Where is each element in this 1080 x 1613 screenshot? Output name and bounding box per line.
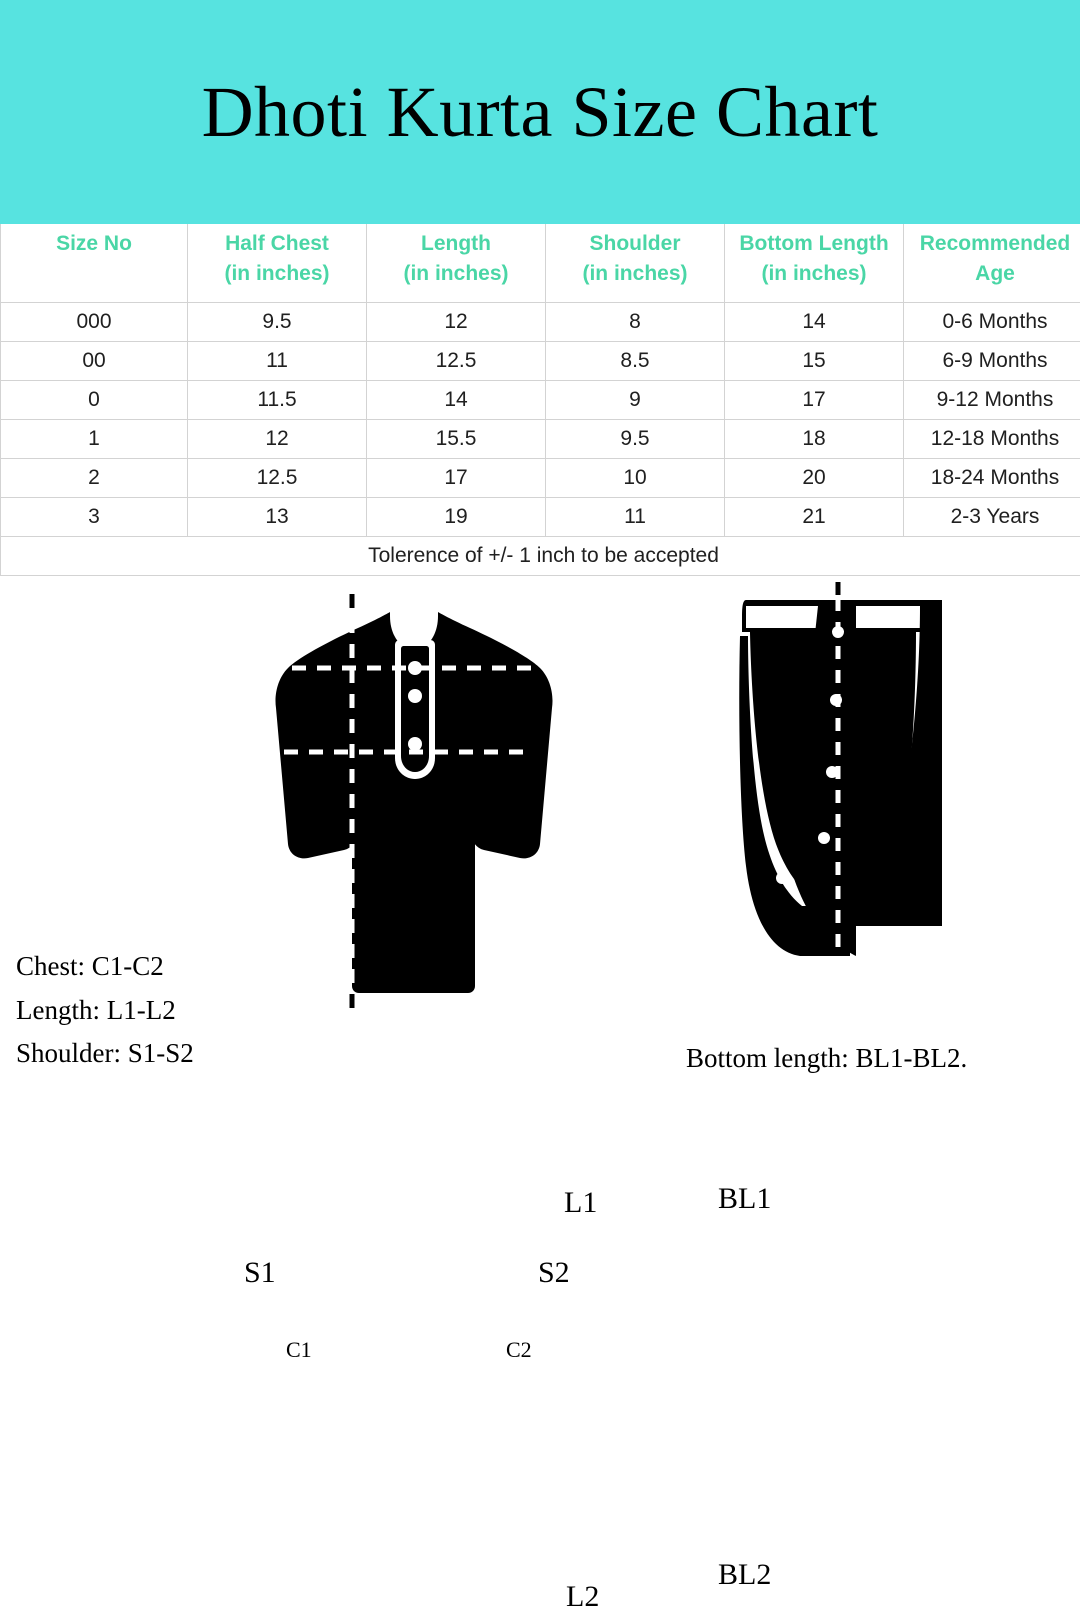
column-header-half-chest: Half Chest <box>188 224 367 260</box>
cell-half-chest: 12 <box>188 420 367 459</box>
table-header-row-secondary <box>1 260 1080 303</box>
table-row <box>1 420 1080 459</box>
cell-recommended-age: 0-6 Months <box>904 303 1080 342</box>
table-note-row <box>1 537 1080 576</box>
cell-bottom-length: 18 <box>725 420 904 459</box>
label-bl1: BL1 <box>718 1184 771 1214</box>
cell-bottom-length: 15 <box>725 342 904 381</box>
column-subheader-length: (in inches) <box>367 260 546 303</box>
column-header-recommended: Recommended <box>904 224 1080 260</box>
table-header-row-primary <box>1 224 1080 260</box>
table-header <box>1 224 1080 303</box>
column-subheader-age: Age <box>904 260 1080 303</box>
cell-recommended-age: 6-9 Months <box>904 342 1080 381</box>
column-header-size-no: Size No <box>1 224 188 260</box>
legend-shoulder: Shoulder: S1-S2 <box>16 1032 194 1076</box>
label-c2: C2 <box>506 1339 532 1361</box>
bottom-length-caption: Bottom length: BL1-BL2. <box>686 1043 967 1074</box>
cell-bottom-length: 17 <box>725 381 904 420</box>
cell-shoulder: 10 <box>546 459 725 498</box>
cell-recommended-age: 2-3 Years <box>904 498 1080 537</box>
column-header-length: Length <box>367 224 546 260</box>
cell-bottom-length: 21 <box>725 498 904 537</box>
header-banner <box>0 0 1080 224</box>
cell-recommended-age: 12-18 Months <box>904 420 1080 459</box>
column-header-shoulder: Shoulder <box>546 224 725 260</box>
cell-length: 15.5 <box>367 420 546 459</box>
table-row <box>1 303 1080 342</box>
column-header-bottom-length: Bottom Length <box>725 224 904 260</box>
cell-size-no: 000 <box>1 303 188 342</box>
legend-chest: Chest: C1-C2 <box>16 945 194 989</box>
label-l1: L1 <box>564 1188 597 1218</box>
column-subheader-shoulder: (in inches) <box>546 260 725 303</box>
dhoti-illustration <box>690 576 990 976</box>
cell-length: 12.5 <box>367 342 546 381</box>
cell-half-chest: 11.5 <box>188 381 367 420</box>
page-title: Dhoti Kurta Size Chart <box>202 76 879 148</box>
cell-bottom-length: 14 <box>725 303 904 342</box>
cell-length: 14 <box>367 381 546 420</box>
cell-size-no: 0 <box>1 381 188 420</box>
cell-half-chest: 11 <box>188 342 367 381</box>
table-row <box>1 342 1080 381</box>
cell-shoulder: 8 <box>546 303 725 342</box>
cell-size-no: 2 <box>1 459 188 498</box>
label-s1: S1 <box>244 1258 276 1288</box>
cell-shoulder: 8.5 <box>546 342 725 381</box>
table-row <box>1 459 1080 498</box>
cell-size-no: 3 <box>1 498 188 537</box>
cell-recommended-age: 9-12 Months <box>904 381 1080 420</box>
cell-length: 12 <box>367 303 546 342</box>
table-body <box>1 303 1080 576</box>
size-chart-table <box>0 224 1080 576</box>
cell-length: 17 <box>367 459 546 498</box>
label-c1: C1 <box>286 1339 312 1361</box>
cell-shoulder: 11 <box>546 498 725 537</box>
cell-half-chest: 12.5 <box>188 459 367 498</box>
kurta-illustration <box>240 576 640 1016</box>
diagram-area <box>0 576 1080 1082</box>
table-row <box>1 381 1080 420</box>
column-subheader-bottom-length: (in inches) <box>725 260 904 303</box>
cell-half-chest: 9.5 <box>188 303 367 342</box>
legend-length: Length: L1-L2 <box>16 989 194 1033</box>
cell-recommended-age: 18-24 Months <box>904 459 1080 498</box>
measurement-legend <box>16 945 194 1076</box>
cell-size-no: 00 <box>1 342 188 381</box>
cell-length: 19 <box>367 498 546 537</box>
label-l2: L2 <box>566 1582 599 1612</box>
cell-shoulder: 9 <box>546 381 725 420</box>
cell-half-chest: 13 <box>188 498 367 537</box>
column-subheader-half-chest: (in inches) <box>188 260 367 303</box>
column-subheader-size-no <box>1 260 188 303</box>
label-bl2: BL2 <box>718 1560 771 1590</box>
cell-bottom-length: 20 <box>725 459 904 498</box>
tolerance-note: Tolerence of +/- 1 inch to be accepted <box>1 537 1080 576</box>
table-row <box>1 498 1080 537</box>
label-s2: S2 <box>538 1258 570 1288</box>
cell-shoulder: 9.5 <box>546 420 725 459</box>
size-chart-table-wrapper <box>0 224 1080 576</box>
cell-size-no: 1 <box>1 420 188 459</box>
